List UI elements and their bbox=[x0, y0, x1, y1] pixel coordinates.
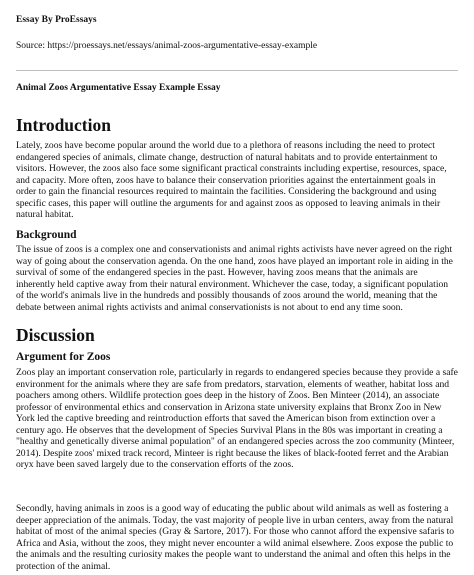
argument-paragraph-1: Zoos play an important conservation role, particularly in regards to endangered species because they provide a safe environment for the animals where they are safe from predators, starvation, elements of weather, habitat loss and poachers among others. Wildlife protection goes deep in the history of Zoos. Ben Minteer (2014), an associate professor of environmental ethics and conservation in Arizona state university explains that Bronx Zoo in New York led the captive breeding and reintroduction efforts that saved the American bison from extinction over a century ago. He observes that the development of Species Survival Plans in the 80s was important in creating a "healthy and genetically diverse animal population" of an endangered species across the zoo community (Minteer, 2014). Despite zoos' mixed track record, Minteer is right because the likes of black-footed ferret and the Arabian oryx have been saved largely due to the conservation efforts of the zoos. bbox=[16, 367, 458, 471]
source-line: Source: https://proessays.net/essays/animal-zoos-argumentative-essay-example bbox=[16, 41, 318, 51]
introduction-paragraph: Lately, zoos have become popular around the world due to a plethora of reasons including the need to protect endangered species of animals, climate change, destruction of natural habitats and to provide entertainment to visitors. However, the zoos also face some significant practical constraints including expertise, resources, space, and capacity. More often, zoos have to balance their conservation priorities against the entertainment goals in order to gain the financial resources required to maintain the facilities. Considering the background and using specific cases, this paper will outline the arguments for and against zoos as opposed to leaving animals in their natural habitat. bbox=[16, 140, 447, 221]
site-name: Essay By ProEssays bbox=[16, 15, 97, 25]
header-divider bbox=[16, 70, 458, 71]
argument-for-zoos-heading: Argument for Zoos bbox=[16, 351, 111, 363]
background-heading: Background bbox=[16, 229, 77, 241]
introduction-heading: Introduction bbox=[16, 115, 111, 135]
discussion-heading: Discussion bbox=[16, 325, 95, 345]
background-paragraph: The issue of zoos is a complex one and conservationists and animal rights activists have never agreed on the right way of going about the conservation agenda. On the one hand, zoos have played an important role in aiding in the survival of some of the endangered species in the past. However, having zoos means that the animals are inherently held captive away from their natural environment. Whichever the case, today, a significant population of the world's animals live in the hundreds and possibly thousands of zoos around the world, meaning that the debate between animal rights activists and animal conservationists is not about to end any time soon. bbox=[16, 244, 453, 313]
argument-paragraph-2: Secondly, having animals in zoos is a good way of educating the public about wild animals as well as fostering a deeper appreciation of the animals. Today, the vast majority of people live in urban centers, away from the natural habitat of most of the animal species (Gray & Sartore, 2017). For those who cannot afford the expensive safaris to Africa and Asia, without the zoos, they might never encounter a wild animal elsewhere. Zoos expose the public to the animals and the resulting curiosity makes the people want to understand the animal and often this helps in the protection of the animal. bbox=[16, 503, 455, 572]
document-title: Animal Zoos Argumentative Essay Example Essay bbox=[16, 83, 221, 93]
